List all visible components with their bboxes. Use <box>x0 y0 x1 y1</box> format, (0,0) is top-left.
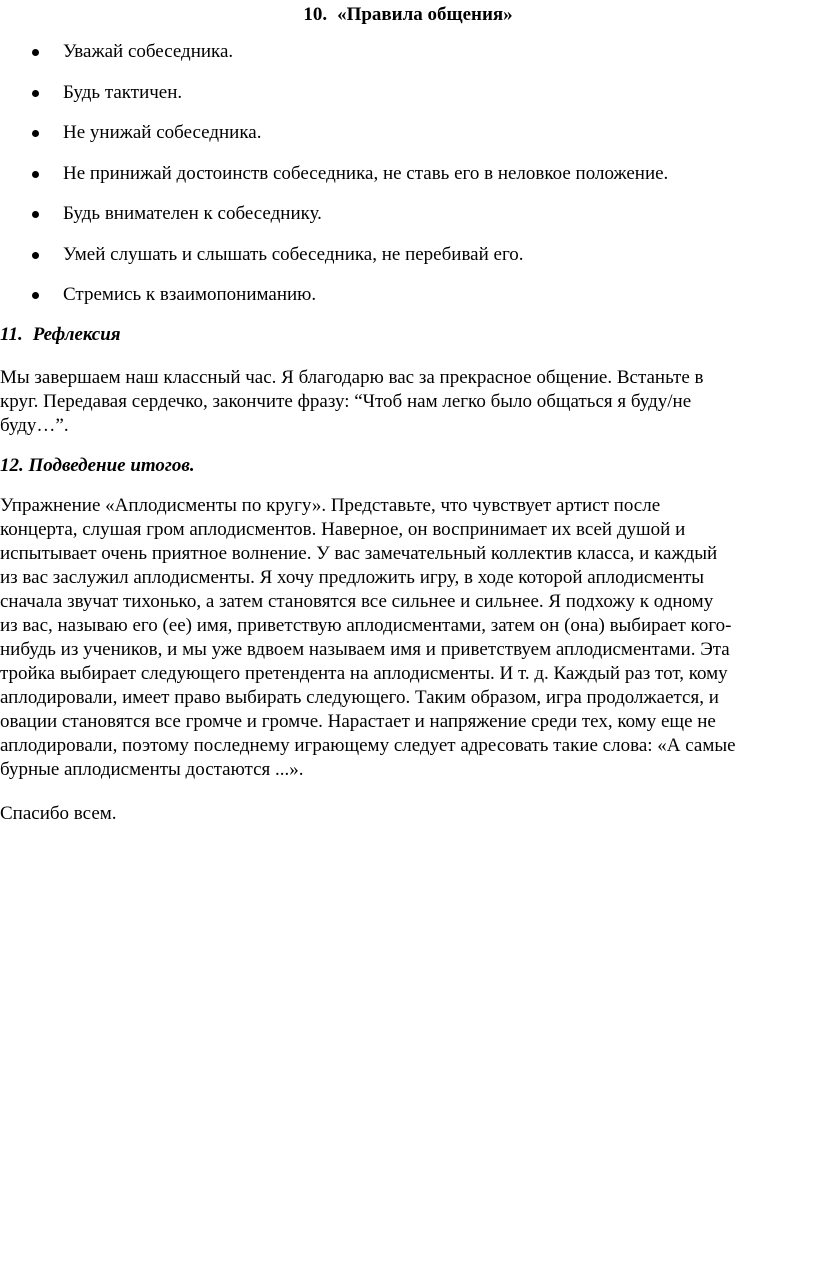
list-item <box>0 121 816 162</box>
list-item-text: Уважай собеседника. <box>63 41 234 62</box>
list-item <box>0 81 816 122</box>
closing-text: Спасибо всем. <box>0 803 117 824</box>
section-11-number: 11. <box>0 324 23 345</box>
paragraph-line: из вас заслужил аплодисменты. Я хочу предложить игру, в ходе которой аплодисменты <box>0 567 705 588</box>
list-item <box>0 243 816 284</box>
reflection-paragraph <box>0 366 812 438</box>
paragraph-line: аплодировали, имеет право выбирать следующего. Таким образом, игра продолжается, и <box>0 687 719 708</box>
paragraph-line: Мы завершаем наш классный час. Я благодарю вас за прекрасное общение. Встаньте в <box>0 367 704 388</box>
paragraph-line: сначала звучат тихонько, а затем становятся все сильнее и сильнее. Я подхожу к одному <box>0 591 714 612</box>
section-11-title: Рефлексия <box>32 324 121 345</box>
bullet-icon <box>32 211 39 218</box>
section-12-heading: 12. Подведение итогов. <box>0 455 195 476</box>
rules-list <box>0 40 816 324</box>
section-11-heading <box>0 323 121 347</box>
paragraph-line: круг. Передавая сердечко, закончите фразу: “Чтоб нам легко было общаться я буду/не <box>0 391 692 412</box>
paragraph-line: бурные аплодисменты достаются ...». <box>0 759 304 780</box>
list-item-text: Не унижай собеседника. <box>63 122 262 143</box>
bullet-icon <box>32 292 39 299</box>
bullet-icon <box>32 49 39 56</box>
bullet-icon <box>32 252 39 259</box>
paragraph-line: Упражнение «Аплодисменты по кругу». Представьте, что чувствует артист после <box>0 495 661 516</box>
paragraph-line: нибудь из учеников, и мы уже вдвоем называем имя и приветствуем аплодисментами. Эта <box>0 639 730 660</box>
list-item <box>0 202 816 243</box>
list-item <box>0 283 816 324</box>
bullet-icon <box>32 90 39 97</box>
list-item-text: Будь тактичен. <box>63 81 183 103</box>
paragraph-line: из вас, называю его (ее) имя, приветствую аплодисментами, затем он (она) выбирает кого- <box>0 615 732 636</box>
section-10-heading <box>0 3 816 27</box>
bullet-icon <box>32 171 39 178</box>
paragraph-line: испытывает очень приятное волнение. У вас замечательный коллектив класса, и каждый <box>0 543 718 564</box>
paragraph-line: тройка выбирает следующего претендента на аплодисменты. И т. д. Каждый раз тот, кому <box>0 663 728 684</box>
section-10-number: 10. <box>303 4 328 25</box>
paragraph-line: концерта, слушая гром аплодисментов. Наверное, он воспринимает их всей душой и <box>0 519 686 540</box>
list-item-text: Умей слушать и слышать собеседника, не перебивай его. <box>63 243 524 265</box>
list-item <box>0 40 816 81</box>
list-item-text: Будь внимателен к собеседнику. <box>63 203 322 224</box>
paragraph-line: буду…”. <box>0 415 69 436</box>
list-item-text: Стремись к взаимопониманию. <box>63 284 317 305</box>
summary-paragraph <box>0 494 812 782</box>
bullet-icon <box>32 130 39 137</box>
section-10-title: «Правила общения» <box>337 4 513 25</box>
list-item <box>0 162 816 203</box>
paragraph-line: аплодировали, поэтому последнему играющему следует адресовать такие слова: «А самые <box>0 735 736 756</box>
paragraph-line: овации становятся все громче и громче. Нарастает и напряжение среди тех, кому еще не <box>0 711 716 732</box>
list-item-text: Не принижай достоинств собеседника, не ставь его в неловкое положение. <box>63 162 669 184</box>
